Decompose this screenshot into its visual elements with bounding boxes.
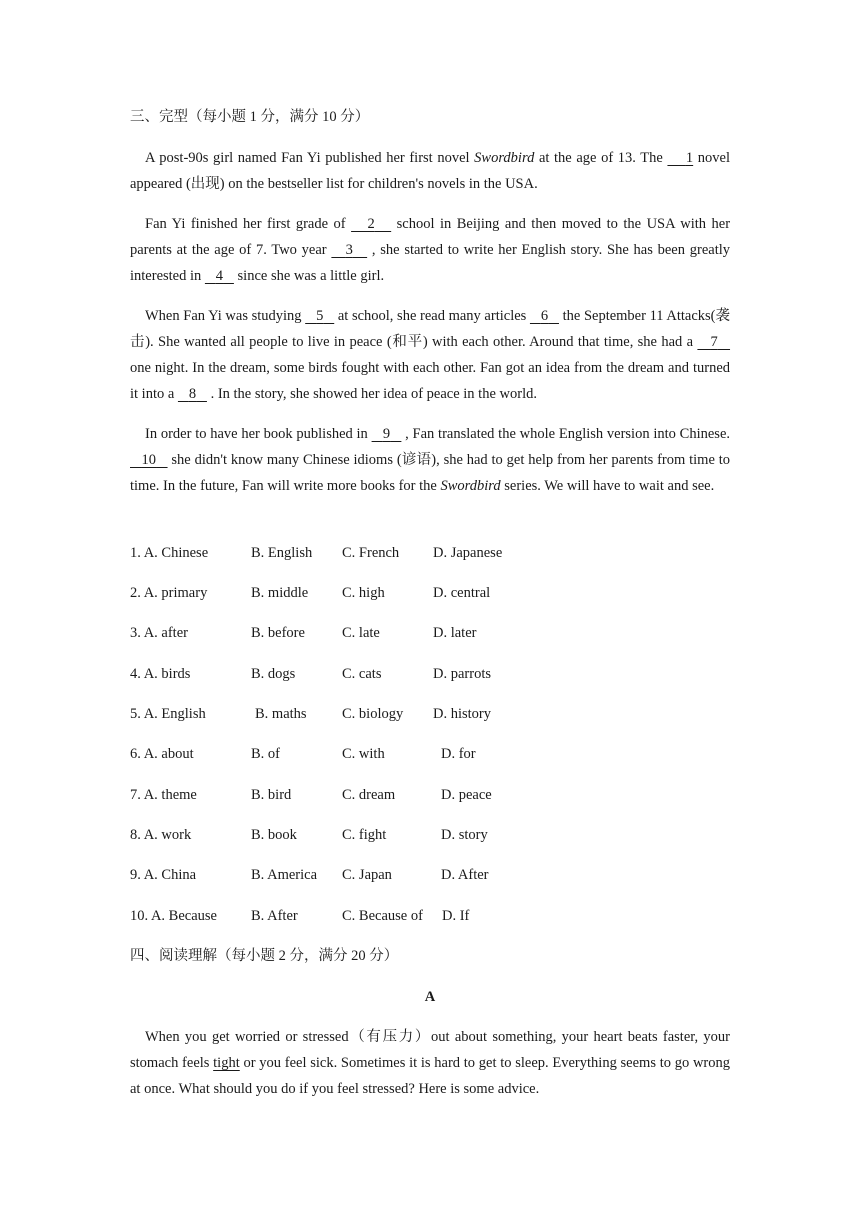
option-b: B. maths — [255, 706, 307, 722]
cloze-paragraph-2: Fan Yi finished her first grade of 2 school in Beijing and then moved to the USA with her parents at the age of 7. Two year 3 , she started to write her English story. She has been greatly interested in 4 since she was a little girl. — [130, 216, 731, 284]
blank-8: 8 — [188, 386, 197, 402]
option-d: D. for — [441, 746, 476, 762]
passage-title: A — [424, 989, 436, 1005]
option-c: C. dream — [342, 787, 396, 803]
blank-9: 9 — [382, 426, 391, 442]
blank-3: 3 — [345, 242, 353, 258]
option-c: C. Because of — [342, 908, 423, 924]
option-a: 2. A. primary — [130, 585, 208, 601]
option-a: 9. A. China — [130, 867, 197, 883]
novel-title: Swordbird — [474, 150, 535, 166]
option-c: C. late — [342, 625, 380, 641]
option-b: B. English — [251, 545, 313, 561]
option-b: B. of — [251, 746, 280, 762]
option-a: 4. A. birds — [130, 666, 191, 682]
option-b: B. book — [251, 827, 297, 843]
section4-heading: 四、阅读理解（每小题 2 分，满分 20 分） — [130, 948, 399, 964]
option-d: D. After — [441, 867, 489, 883]
option-c: C. high — [342, 585, 385, 601]
option-d: D. central — [433, 585, 491, 601]
option-a: 6. A. about — [130, 746, 194, 762]
option-c: C. fight — [342, 827, 387, 843]
option-a: 8. A. work — [130, 827, 192, 843]
underlined-word: tight — [213, 1055, 240, 1071]
option-d: D. parrots — [433, 666, 491, 682]
blank-5: 5 — [316, 308, 324, 324]
option-b: B. bird — [251, 787, 292, 803]
cloze-paragraph-3: When Fan Yi was studying 5 at school, she read many articles 6 the September 11 Attacks(袭击). She wanted all people to live in peace (和平) with each other. Around that time, she had a 7 one night. In the dream, some birds fought with each other. Fan got an idea from the dream and turned it into a 8 . In the story, she showed her idea of peace in the world. — [130, 308, 730, 402]
option-a: 5. A. English — [130, 706, 206, 722]
option-a: 10. A. Because — [130, 908, 217, 924]
option-c: C. Japan — [342, 867, 392, 883]
blank-10: 10 — [141, 452, 157, 468]
blank-7: 7 — [710, 334, 718, 350]
option-c: C. cats — [342, 666, 382, 682]
cloze-paragraph-4: In order to have her book published in 9 , Fan translated the whole English version into Chinese. 10 she didn't know many Chinese idioms (谚语), she had to get help from her parents from time to time. In the future, Fan will write more books for the Swordbird series. We will have to wait and see. — [130, 426, 731, 494]
option-d: D. Japanese — [433, 545, 503, 561]
series-title: Swordbird — [440, 478, 501, 494]
section3-heading: 三、完型（每小题 1 分，满分 10 分） — [130, 109, 370, 125]
option-c: C. French — [342, 545, 400, 561]
option-b: B. After — [251, 908, 298, 924]
option-d: D. history — [433, 706, 491, 722]
reading-paragraph-1: When you get worried or stressed（有压力）out about something, your heart beats faster, your stomach feels tight or you feel sick. Sometimes it is hard to get to sleep. Everything seems to go wrong at once. What should you do if you feel stressed? Here is some advice. — [130, 1029, 730, 1097]
option-d: D. story — [441, 827, 488, 843]
option-d: D. peace — [441, 787, 492, 803]
option-d: D. later — [433, 625, 477, 641]
option-b: B. before — [251, 625, 305, 641]
blank-1: 1 — [685, 150, 694, 166]
blank-4: 4 — [215, 268, 224, 284]
option-a: 7. A. theme — [130, 787, 197, 803]
option-c: C. biology — [342, 706, 404, 722]
option-a: 3. A. after — [130, 625, 188, 641]
cloze-paragraph-1: A post-90s girl named Fan Yi published her first novel Swordbird at the age of 13. The 1 novel appeared (出现) on the bestseller list for children's novels in the USA. — [130, 150, 730, 192]
option-c: C. with — [342, 746, 385, 762]
blank-6: 6 — [540, 308, 549, 324]
option-b: B. America — [251, 867, 318, 883]
option-d: D. If — [442, 908, 470, 924]
option-b: B. dogs — [251, 666, 296, 682]
option-b: B. middle — [251, 585, 309, 601]
blank-2: 2 — [367, 216, 375, 232]
option-a: 1. A. Chinese — [130, 545, 209, 561]
